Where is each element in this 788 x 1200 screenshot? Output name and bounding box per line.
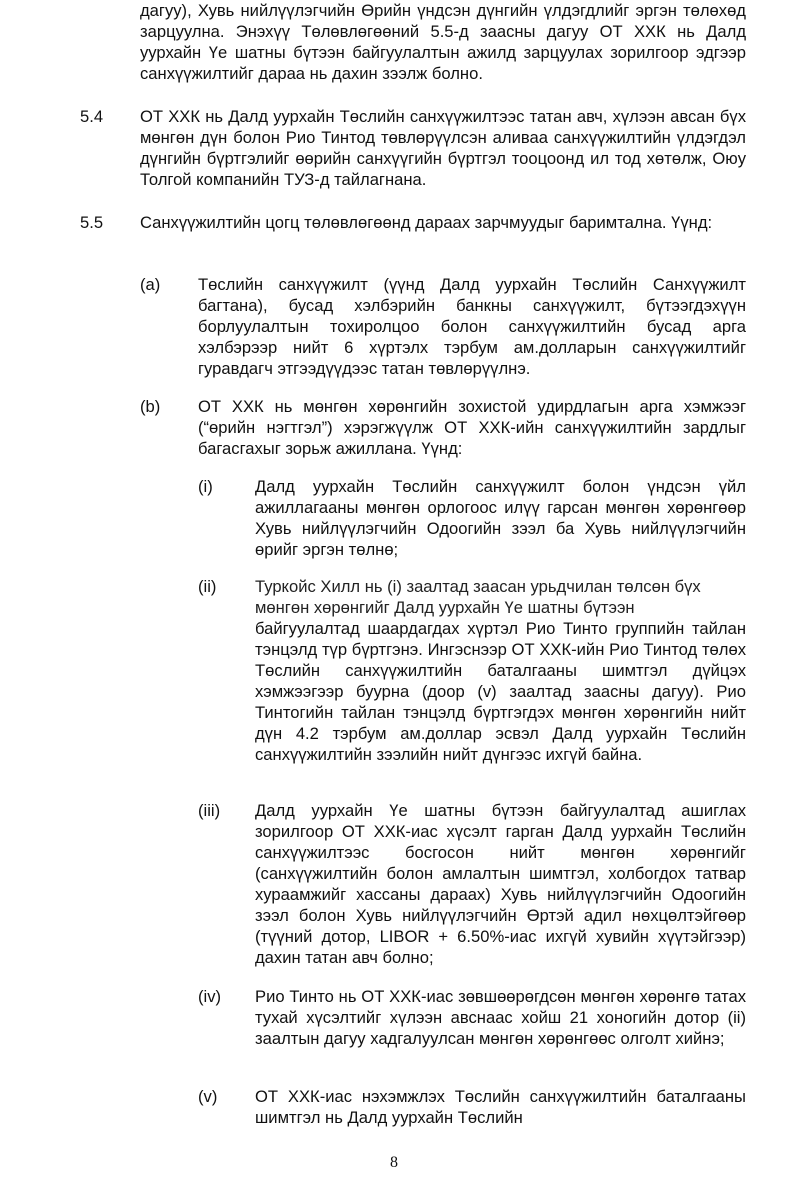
item-label-ii: (ii) [198,577,217,596]
subsection-label-a: (a) [140,275,161,294]
item-text-i: Далд уурхайн Төслийн санхүүжилт болон үндсэн үйл ажиллагааны мөнгөн орлогоос илүү гарсан мөнгөн хөрөнгөөр Хувь нийлүүлэгчийн Одоогийн зээл ба Хувь нийлүүлэгчийн өрийг эргэн төлнө; [255,477,746,559]
section-text-5-5: Санхүүжилтийн цогц төлөвлөгөөнд дараах зарчмуудыг баримтална. Үүнд: [140,213,713,232]
item-text-ii-line1: Туркойс Хилл нь (i) заалтад заасан урьдчилан төлсөн бүх [255,577,701,596]
subsection-text-a: Төслийн санхүүжилт (үүнд Далд уурхайн Төслийн Санхүүжилт багтана), бусад хэлбэрийн банкны санхүүжилт, бүтээгдэхүүн борлуулалтын тохиролцоо болон санхүүжилтийн бусад арга хэлбэрээр нийт 6 хүртэлх тэрбум ам.долларын санхүүжилтийг гуравдагч этгээдүүдээс татан төвлөрүүлнэ. [198,275,746,378]
subsection-label-b: (b) [140,397,161,416]
section-text-5-4: ОТ ХХК нь Далд уурхайн Төслийн санхүүжилтээс татан авч, хүлээн авсан бүх мөнгөн дүн болон Рио Тинтод төвлөрүүлсэн аливаа санхүүжилтийн үлдэгдэл дүнгийн бүртгэлийг өөрийн санхүүгийн бүртгэл тооцоонд ил тод хөтөлж, Оюу Толгой компанийн ТУЗ-д тайлагнана. [140,107,746,189]
page-number: 8 [390,1154,398,1171]
item-text-iii: Далд уурхайн Үе шатны бүтээн байгуулалтад ашиглах зорилгоор ОТ ХХК-иас хүсэлт гарган Далд уурхайн Төслийн санхүүжилтээс босгосон нийт мөнгөн хөрөнгийг (санхүүжилтийн болон амлалтын шимтгэл, холбогдох татвар хураамжийг хассаны дараах) Хувь нийлүүлэгчийн Одоогийн зээл болон Хувь нийлүүлэгчийн Өртэй адил нөхцөлтэйгөөр (түүний дотор, LIBOR + 6.50%-иас ихгүй хувийн хүүтэйгээр) дахин татан авч болно; [255,801,746,967]
intro-paragraph: дагуу), Хувь нийлүүлэгчийн Өрийн үндсэн дүнгийн үлдэгдлийг эргэн төлөхөд зарцуулна. Энэхүү Төлөвлөгөөний 5.5-д заасны дагуу ОТ ХХК нь Далд уурхайн Үе шатны бүтээн байгуулалтын ажилд зарцуулах зорилгоор эдгээр санхүүжилтийг дараа нь дахин зээлж болно. [140,1,746,83]
item-label-i: (i) [198,477,213,496]
item-text-iv: Рио Тинто нь ОТ ХХК-иас зөвшөөрөгдсөн мөнгөн хөрөнгө татах тухай хүсэлтийг хүлээн авснаас хойш 21 хоногийн дотор (ii) заалтын дагуу хадгалуулсан мөнгөн хөрөнгөөс олголт хийнэ; [255,987,746,1048]
item-label-iii: (iii) [198,801,221,820]
item-label-v: (v) [198,1087,218,1106]
section-number-5-4: 5.4 [80,107,104,126]
item-text-v: ОТ ХХК-иас нэхэмжлэх Төслийн санхүүжилтийн баталгааны шимтгэл нь Далд уурхайн Төслийн [255,1087,746,1127]
item-text-ii-rest: байгуулалтад шаардагдах хүртэл Рио Тинто группийн тайлан тэнцэлд түр бүртгэнэ. Ингэснээр ОТ ХХК-ийн Рио Тинтод төлөх Төслийн санхүүжилтийн баталгааны шимтгэл дүйцэх хэмжээгээр буурна (доор (v) заалтад заасны дагуу). Рио Тинтогийн тайлан тэнцэлд бүртгэгдэх мөнгөн хөрөнгийн нийт дүн 4.2 тэрбум ам.доллар эсвэл Далд уурхайн Төслийн санхүүжилтийн зээлийн нийт дүнгээс ихгүй байна. [255,619,746,764]
section-number-5-5: 5.5 [80,213,104,232]
subsection-text-b: ОТ ХХК нь мөнгөн хөрөнгийн зохистой удирдлагын арга хэмжээг (“өрийн нэгтгэл”) хэрэгжүүлж ОТ ХХК-ийн санхүүжилтийн зардлыг багасгахыг зорьж ажиллана. Үүнд: [198,397,746,458]
item-label-iv: (iv) [198,987,222,1006]
item-text-ii-line2: мөнгөн хөрөнгийг Далд уурхайн Үе шатны бүтээн [255,598,635,617]
